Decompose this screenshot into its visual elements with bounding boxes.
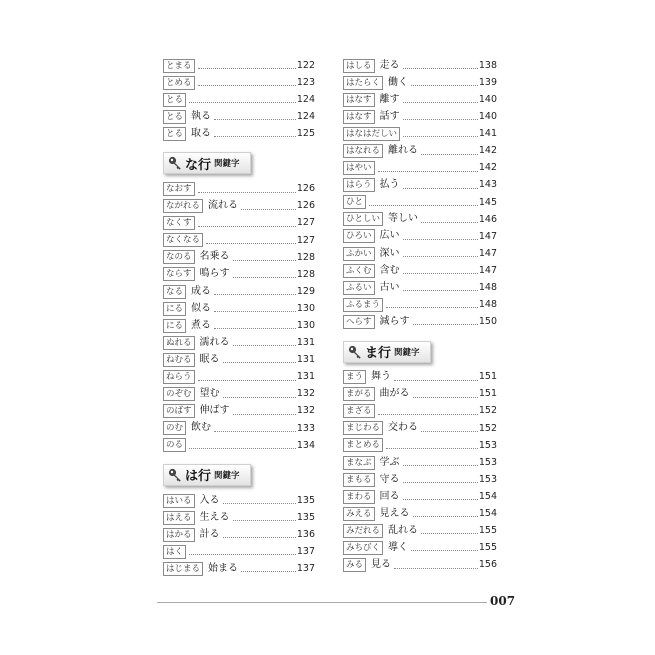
kana-label: とる xyxy=(163,93,186,107)
index-entry xyxy=(163,351,315,368)
page-ref: 148 xyxy=(478,282,497,294)
page-ref: 126 xyxy=(296,183,315,195)
index-entry xyxy=(163,91,315,108)
footer-rule xyxy=(157,602,487,603)
index-entry xyxy=(343,74,497,91)
section-subtitle: 関鍵字 xyxy=(394,347,420,358)
key-icon xyxy=(348,345,362,359)
index-entry xyxy=(163,125,315,142)
dot-leader xyxy=(233,277,296,278)
dot-leader xyxy=(198,380,296,381)
dot-leader xyxy=(223,537,296,538)
index-entry xyxy=(343,296,497,313)
dot-leader xyxy=(403,273,478,274)
page-ref: 134 xyxy=(296,439,315,451)
dot-leader xyxy=(214,119,296,120)
section-heading xyxy=(343,341,497,363)
kana-label: へらす xyxy=(343,315,375,329)
section-badge xyxy=(163,464,251,486)
kana-label: とめる xyxy=(163,76,195,90)
page-ref: 140 xyxy=(478,93,497,105)
section-title: な行 xyxy=(185,157,212,173)
dot-leader xyxy=(403,465,478,466)
page-ref: 147 xyxy=(478,230,497,242)
dot-leader xyxy=(223,503,296,504)
dot-leader xyxy=(198,68,296,69)
index-entry xyxy=(343,125,497,142)
kana-label: まざる xyxy=(343,404,375,418)
kana-label: ならす xyxy=(163,267,195,281)
index-entry xyxy=(343,403,497,420)
kanji-label: 離す xyxy=(379,93,400,105)
kana-label: ひとしい xyxy=(343,212,383,226)
dot-leader xyxy=(403,499,478,500)
page-ref: 126 xyxy=(296,200,315,212)
section-badge xyxy=(163,152,251,174)
page-ref: 129 xyxy=(296,285,315,297)
section-subtitle: 関鍵字 xyxy=(214,159,240,170)
page-ref: 140 xyxy=(478,111,497,123)
dot-leader xyxy=(189,448,296,449)
index-entry xyxy=(343,454,497,471)
dot-leader xyxy=(214,328,296,329)
kana-label: ねらう xyxy=(163,370,195,384)
dot-leader xyxy=(413,516,478,517)
index-entry xyxy=(343,91,497,108)
index-entry xyxy=(163,74,315,91)
dot-leader xyxy=(421,533,478,534)
kana-label: みだれる xyxy=(343,524,383,538)
dot-leader xyxy=(421,431,478,432)
dot-leader xyxy=(394,568,478,569)
page-ref: 128 xyxy=(296,251,315,263)
kana-label: はやい xyxy=(343,161,375,175)
page-ref: 131 xyxy=(296,337,315,349)
kanji-label: 見える xyxy=(379,507,410,519)
kanji-label: 等しい xyxy=(388,213,419,225)
index-entry xyxy=(163,526,315,543)
kanji-label: 鳴らす xyxy=(199,268,230,280)
index-entry xyxy=(163,386,315,403)
page-ref: 142 xyxy=(478,162,497,174)
page-ref: 124 xyxy=(296,111,315,123)
kana-label: ながれる xyxy=(163,199,203,213)
kanji-label: 計る xyxy=(199,528,220,540)
page-ref: 153 xyxy=(478,473,497,485)
kana-label: はなはだしい xyxy=(343,127,400,141)
kanji-label: 守る xyxy=(379,473,400,485)
kana-label: ふるまう xyxy=(343,298,383,312)
kana-label: はえる xyxy=(163,511,195,525)
index-entry xyxy=(163,509,315,526)
index-entry xyxy=(163,437,315,454)
kanji-label: 走る xyxy=(379,59,400,71)
kana-label: まう xyxy=(343,370,366,384)
index-entry xyxy=(343,108,497,125)
dot-leader xyxy=(198,226,296,227)
kana-label: まもる xyxy=(343,473,375,487)
index-entry xyxy=(343,557,497,574)
kanji-label: 濡れる xyxy=(199,336,230,348)
kanji-label: 煮る xyxy=(191,319,212,331)
page-ref: 146 xyxy=(478,213,497,225)
kanji-label: 名乗る xyxy=(199,251,230,263)
index-entry xyxy=(163,249,315,266)
kanji-label: 執る xyxy=(191,110,212,122)
page-ref: 132 xyxy=(296,405,315,417)
kana-label: はなす xyxy=(343,93,375,107)
kanji-label: 伸ばす xyxy=(199,405,230,417)
page-ref: 135 xyxy=(296,494,315,506)
kanji-label: 古い xyxy=(379,281,400,293)
kana-label: のる xyxy=(163,438,186,452)
dot-leader xyxy=(233,520,296,521)
page-ref: 152 xyxy=(478,405,497,417)
dot-leader xyxy=(403,136,478,137)
kana-label: なくす xyxy=(163,216,195,230)
page-ref: 142 xyxy=(478,145,497,157)
page-ref: 152 xyxy=(478,422,497,434)
kanji-label: 回る xyxy=(379,490,400,502)
dot-leader xyxy=(233,260,296,261)
page-ref: 130 xyxy=(296,320,315,332)
page-ref: 147 xyxy=(478,247,497,259)
dot-leader xyxy=(421,154,478,155)
dot-leader xyxy=(214,311,296,312)
index-entry xyxy=(343,522,497,539)
index-entry xyxy=(343,437,497,454)
kanji-label: 交わる xyxy=(388,422,419,434)
page-ref: 125 xyxy=(296,128,315,140)
index-entry xyxy=(163,108,315,125)
page-ref: 136 xyxy=(296,528,315,540)
page-ref: 155 xyxy=(478,542,497,554)
kana-label: まなぶ xyxy=(343,456,375,470)
section-title: ま行 xyxy=(365,346,392,361)
dot-leader xyxy=(386,448,478,449)
index-entry xyxy=(163,543,315,560)
kanji-label: 生える xyxy=(199,511,230,523)
kana-label: のぞむ xyxy=(163,387,195,401)
page-ref: 137 xyxy=(296,563,315,575)
kana-label: にる xyxy=(163,319,186,333)
page-ref: 147 xyxy=(478,264,497,276)
kana-label: なおす xyxy=(163,182,195,196)
kana-label: はらう xyxy=(343,178,375,192)
index-entry xyxy=(163,198,315,215)
index-entry xyxy=(163,266,315,283)
page-ref: 124 xyxy=(296,93,315,105)
index-entry xyxy=(163,283,315,300)
kana-label: まじわる xyxy=(343,421,383,435)
index-entry xyxy=(163,180,315,197)
dot-leader xyxy=(198,85,296,86)
page-ref: 128 xyxy=(296,268,315,280)
kanji-label: 舞う xyxy=(371,371,392,383)
index-entry xyxy=(163,492,315,509)
section-title: は行 xyxy=(185,469,212,485)
kanji-label: 入る xyxy=(199,494,220,506)
dot-leader xyxy=(241,209,296,210)
index-entry xyxy=(343,177,497,194)
section-heading xyxy=(163,464,315,486)
page-ref: 132 xyxy=(296,388,315,400)
page-ref: 153 xyxy=(478,439,497,451)
key-icon xyxy=(168,468,182,482)
kanji-label: 学ぶ xyxy=(379,456,400,468)
index-entry xyxy=(163,420,315,437)
kana-label: とる xyxy=(163,110,186,124)
dot-leader xyxy=(241,571,296,572)
page-ref: 131 xyxy=(296,354,315,366)
left-index-column xyxy=(163,57,315,577)
kanji-label: 話す xyxy=(379,110,400,122)
index-entry xyxy=(343,539,497,556)
dot-leader xyxy=(214,294,296,295)
kana-label: まとめる xyxy=(343,438,383,452)
index-entry xyxy=(343,57,497,74)
kana-label: みる xyxy=(343,558,366,572)
kana-label: なのる xyxy=(163,250,195,264)
kana-label: はなれる xyxy=(343,144,383,158)
page-ref: 139 xyxy=(478,76,497,88)
page-ref: 154 xyxy=(478,508,497,520)
dot-leader xyxy=(214,431,296,432)
kana-label: はなす xyxy=(343,110,375,124)
kanji-label: 似る xyxy=(191,302,212,314)
index-entry xyxy=(343,386,497,403)
kana-label: とまる xyxy=(163,59,195,73)
index-entry xyxy=(343,420,497,437)
index-entry xyxy=(343,505,497,522)
kanji-label: 広い xyxy=(379,230,400,242)
page-ref: 150 xyxy=(478,316,497,328)
kana-label: なる xyxy=(163,285,186,299)
page-ref: 151 xyxy=(478,388,497,400)
kanji-label: 始まる xyxy=(208,562,239,574)
kana-label: ねむる xyxy=(163,353,195,367)
kana-label: ひと xyxy=(343,195,366,209)
kanji-label: 流れる xyxy=(208,200,239,212)
dot-leader xyxy=(223,362,296,363)
kanji-label: 離れる xyxy=(388,145,419,157)
kanji-label: 飲む xyxy=(191,422,212,434)
page-ref: 151 xyxy=(478,371,497,383)
kanji-label: 望む xyxy=(199,388,220,400)
dot-leader xyxy=(413,324,478,325)
page-ref: 153 xyxy=(478,456,497,468)
dot-leader xyxy=(403,102,478,103)
index-entry xyxy=(343,194,497,211)
index-entry xyxy=(343,471,497,488)
kanji-label: 眠る xyxy=(199,353,220,365)
dot-leader xyxy=(206,243,296,244)
page-ref: 156 xyxy=(478,559,497,571)
kana-label: ふるい xyxy=(343,281,375,295)
dot-leader xyxy=(223,397,296,398)
index-entry xyxy=(343,245,497,262)
dot-leader xyxy=(386,307,478,308)
dot-leader xyxy=(413,397,478,398)
kanji-label: 働く xyxy=(388,76,409,88)
dot-leader xyxy=(403,119,478,120)
page-ref: 127 xyxy=(296,234,315,246)
kanji-label: 導く xyxy=(388,541,409,553)
dot-leader xyxy=(378,414,478,415)
kana-label: はしる xyxy=(343,59,375,73)
dot-leader xyxy=(411,550,478,551)
dot-leader xyxy=(189,102,296,103)
kana-label: はいる xyxy=(163,494,195,508)
page-number: 007 xyxy=(490,594,516,608)
index-entry xyxy=(163,403,315,420)
kana-label: ぬれる xyxy=(163,336,195,350)
section-heading xyxy=(163,152,315,174)
index-entry xyxy=(343,369,497,386)
kana-label: ひろい xyxy=(343,229,375,243)
index-entry xyxy=(163,232,315,249)
kanji-label: 乱れる xyxy=(388,524,419,536)
dot-leader xyxy=(233,345,296,346)
dot-leader xyxy=(403,239,478,240)
page-ref: 122 xyxy=(296,59,315,71)
dot-leader xyxy=(403,482,478,483)
key-icon xyxy=(168,156,182,170)
kana-label: のむ xyxy=(163,421,186,435)
kanji-label: 見る xyxy=(371,559,392,571)
index-entry xyxy=(343,262,497,279)
index-entry xyxy=(163,300,315,317)
page-ref: 135 xyxy=(296,511,315,523)
index-entry xyxy=(163,215,315,232)
index-entry xyxy=(343,488,497,505)
dot-leader xyxy=(403,188,478,189)
index-entry xyxy=(163,560,315,577)
index-entry xyxy=(343,211,497,228)
dot-leader xyxy=(394,380,478,381)
kana-label: はたらく xyxy=(343,76,383,90)
kanji-label: 取る xyxy=(191,127,212,139)
kana-label: はかる xyxy=(163,528,195,542)
kanji-label: 深い xyxy=(379,247,400,259)
dot-leader xyxy=(198,192,296,193)
kanji-label: 成る xyxy=(191,285,212,297)
dot-leader xyxy=(403,290,478,291)
index-entry xyxy=(163,317,315,334)
kanji-label: 払う xyxy=(379,179,400,191)
dot-leader xyxy=(411,85,478,86)
page-ref: 155 xyxy=(478,525,497,537)
index-entry xyxy=(343,313,497,330)
page-ref: 123 xyxy=(296,76,315,88)
page-ref: 137 xyxy=(296,546,315,558)
page-ref: 138 xyxy=(478,59,497,71)
page-ref: 143 xyxy=(478,179,497,191)
section-subtitle: 関鍵字 xyxy=(214,470,240,481)
kanji-label: 曲がる xyxy=(379,388,410,400)
kanji-label: 含む xyxy=(379,264,400,276)
page-ref: 131 xyxy=(296,371,315,383)
page-ref: 145 xyxy=(478,196,497,208)
dot-leader xyxy=(233,414,296,415)
right-index-column xyxy=(343,57,497,574)
dot-leader xyxy=(369,205,478,206)
index-entry xyxy=(163,369,315,386)
page-ref: 148 xyxy=(478,299,497,311)
page-ref: 133 xyxy=(296,422,315,434)
page-ref: 130 xyxy=(296,302,315,314)
kana-label: はく xyxy=(163,545,186,559)
page-ref: 127 xyxy=(296,217,315,229)
dot-leader xyxy=(378,171,478,172)
index-entry xyxy=(343,160,497,177)
kana-label: にる xyxy=(163,302,186,316)
index-entry xyxy=(163,334,315,351)
kana-label: とる xyxy=(163,127,186,141)
dot-leader xyxy=(403,68,478,69)
kana-label: なくなる xyxy=(163,233,203,247)
kanji-label: 減らす xyxy=(379,315,410,327)
index-entry xyxy=(163,57,315,74)
kana-label: のばす xyxy=(163,404,195,418)
index-entry xyxy=(343,228,497,245)
kana-label: はじまる xyxy=(163,562,203,576)
section-badge xyxy=(343,341,431,363)
kana-label: みえる xyxy=(343,507,375,521)
dot-leader xyxy=(214,136,296,137)
dot-leader xyxy=(421,222,478,223)
kana-label: まがる xyxy=(343,387,375,401)
page-ref: 141 xyxy=(478,128,497,140)
page-ref: 154 xyxy=(478,490,497,502)
dot-leader xyxy=(189,554,296,555)
kana-label: ふかい xyxy=(343,247,375,261)
kana-label: みちびく xyxy=(343,541,383,555)
index-entry xyxy=(343,142,497,159)
index-entry xyxy=(343,279,497,296)
dot-leader xyxy=(403,256,478,257)
kana-label: ふくむ xyxy=(343,264,375,278)
kana-label: まわる xyxy=(343,490,375,504)
